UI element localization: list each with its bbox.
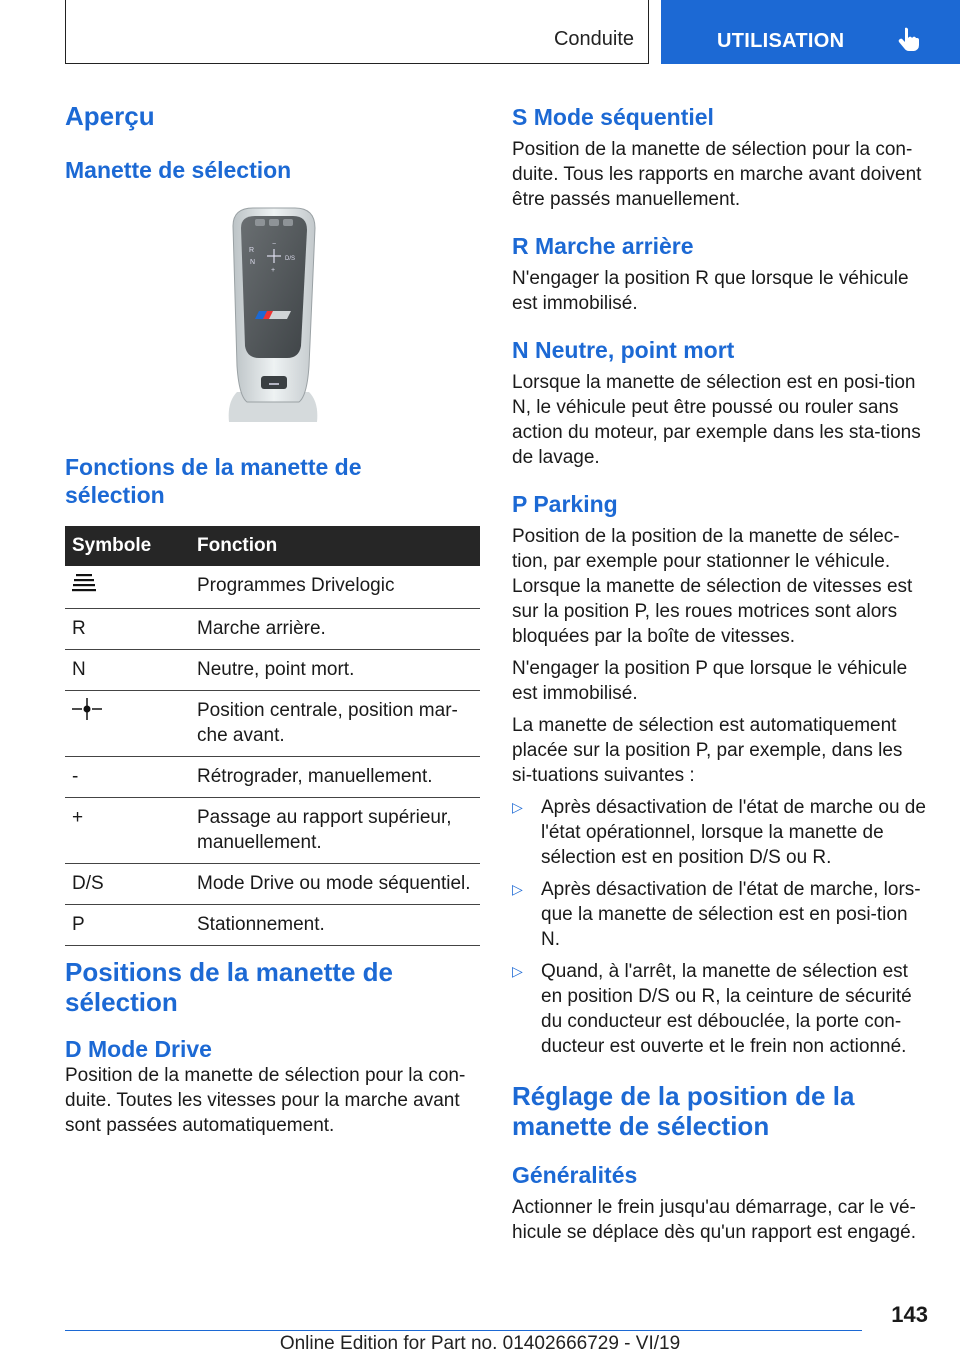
table-cell-function: Marche arrière. [190,609,480,650]
header-chapter-tab [661,0,960,64]
paragraph-neutral: Lorsque la manette de sélection est en posi-tion N, le véhicule peut être poussé ou rouler sans action du moteur, par exemple dans les sta-tions de lavage. [512,372,921,468]
table-cell-function: Rétrograder, manuellement. [190,757,480,798]
table-row [65,757,480,798]
list-item [512,795,927,870]
page-number: 143 [891,1302,928,1327]
heading-positions: Positions de la manette de sélection [65,957,393,1017]
edition-text: Online Edition for Part no. 01402666729 - VI/19 [279,1333,681,1354]
paragraph-reverse: N'engager la position R que lorsque le véhicule est immobilisé. [512,268,909,314]
park-conditions-list [512,795,927,1059]
paragraph-park-2: N'engager la position P que lorsque le véhicule est immobilisé. [512,658,908,704]
table-cell-symbol [65,691,190,757]
table-row [65,864,480,905]
table-cell-symbol [65,566,190,609]
heading-reverse: R Marche arrière [512,233,694,259]
table-row [65,798,480,864]
heading-manette: Manette de sélection [65,157,292,183]
center-position-icon [72,698,102,720]
heading-reglage: Réglage de la position de la manette de sélection [512,1081,855,1141]
table-cell-function: Neutre, point mort. [190,650,480,691]
table-row [65,691,480,757]
table-cell-symbol: N [65,650,190,691]
right-column [512,103,927,1245]
table-cell-function: Passage au rapport supérieur, manuellement. [190,798,480,864]
table-cell-symbol: + [65,798,190,864]
section-title: Conduite [553,28,634,50]
positions-section [65,957,480,1138]
triangle-bullet-icon: ▷ [512,963,523,979]
table-cell-function: Position centrale, position mar-che avant. [190,691,480,757]
list-item-text: Après désactivation de l'état de marche ou de l'état opérationnel, lorsque la manette de sélection est en position D/S ou R. [541,797,926,868]
chapter-title: UTILISATION [717,30,845,52]
heading-fonctions: Fonctions de la manette de sélection [65,454,362,508]
table-cell-symbol: D/S [65,864,190,905]
header-section-box [65,0,649,64]
hand-pointer-icon [897,26,921,52]
list-item [512,877,927,952]
paragraph-park-1: Position de la position de la manette de sélec-tion, par exemple pour stationner le véhicule. Lorsque la manette de sélection de vitesses est sur la position P, les roues motrices sont alors bloquées par la boîte de vitesses. [512,526,913,647]
heading-general: Généralités [512,1162,638,1188]
paragraph-sequential: Position de la manette de sélection pour la con-duite. Tous les rapports en marche avant doivent être passés manuellement. [512,139,922,210]
heading-neutral: N Neutre, point mort [512,337,735,363]
paragraph-drive: Position de la manette de sélection pour la con-duite. Toutes les vitesses pour la marche avant sont passées automatiquement. [65,1065,466,1136]
table-header-function: Fonction [190,526,480,566]
selector-functions-table [65,526,480,946]
table-cell-symbol: P [65,905,190,946]
list-item [512,959,927,1059]
svg-text:+: + [271,267,276,274]
svg-text:R: R [249,247,255,254]
page-title: Aperçu [65,101,155,131]
list-item-text: Après désactivation de l'état de marche, lors-que la manette de sélection est en posi-tion N. [541,879,921,950]
table-row [65,905,480,946]
list-item-text: Quand, à l'arrêt, la manette de sélection est en position D/S ou R, la ceinture de sécurité du conducteur est débouclée, la porte con-ducteur est ouverte et le frein non actionné. [541,961,912,1057]
footer-divider [65,1330,862,1331]
gear-selector-illustration [225,206,321,422]
paragraph-general: Actionner le frein jusqu'au démarrage, car le vé-hicule se déplace dès qu'un rapport est engagé. [512,1197,916,1243]
paragraph-park-3: La manette de sélection est automatiquement placée sur la position P, par exemple, dans les si-tuations suivantes : [512,715,903,786]
svg-text:D/S: D/S [285,256,296,262]
left-column [65,100,480,184]
heading-drive: D Mode Drive [65,1036,212,1062]
triangle-bullet-icon: ▷ [512,881,523,897]
table-cell-function: Stationnement. [190,905,480,946]
drivelogic-icon [72,573,96,593]
svg-text:N: N [250,259,256,266]
table-row [65,609,480,650]
table-row [65,650,480,691]
table-cell-symbol: R [65,609,190,650]
svg-text:−: − [272,241,277,248]
heading-sequential: S Mode séquentiel [512,104,714,130]
heading-park: P Parking [512,491,618,517]
table-header-symbol: Symbole [65,526,190,566]
table-row [65,566,480,609]
table-cell-function: Mode Drive ou mode séquentiel. [190,864,480,905]
table-header-row [65,526,480,566]
table-cell-symbol: - [65,757,190,798]
table-cell-function: Programmes Drivelogic [190,566,480,609]
triangle-bullet-icon: ▷ [512,799,523,815]
